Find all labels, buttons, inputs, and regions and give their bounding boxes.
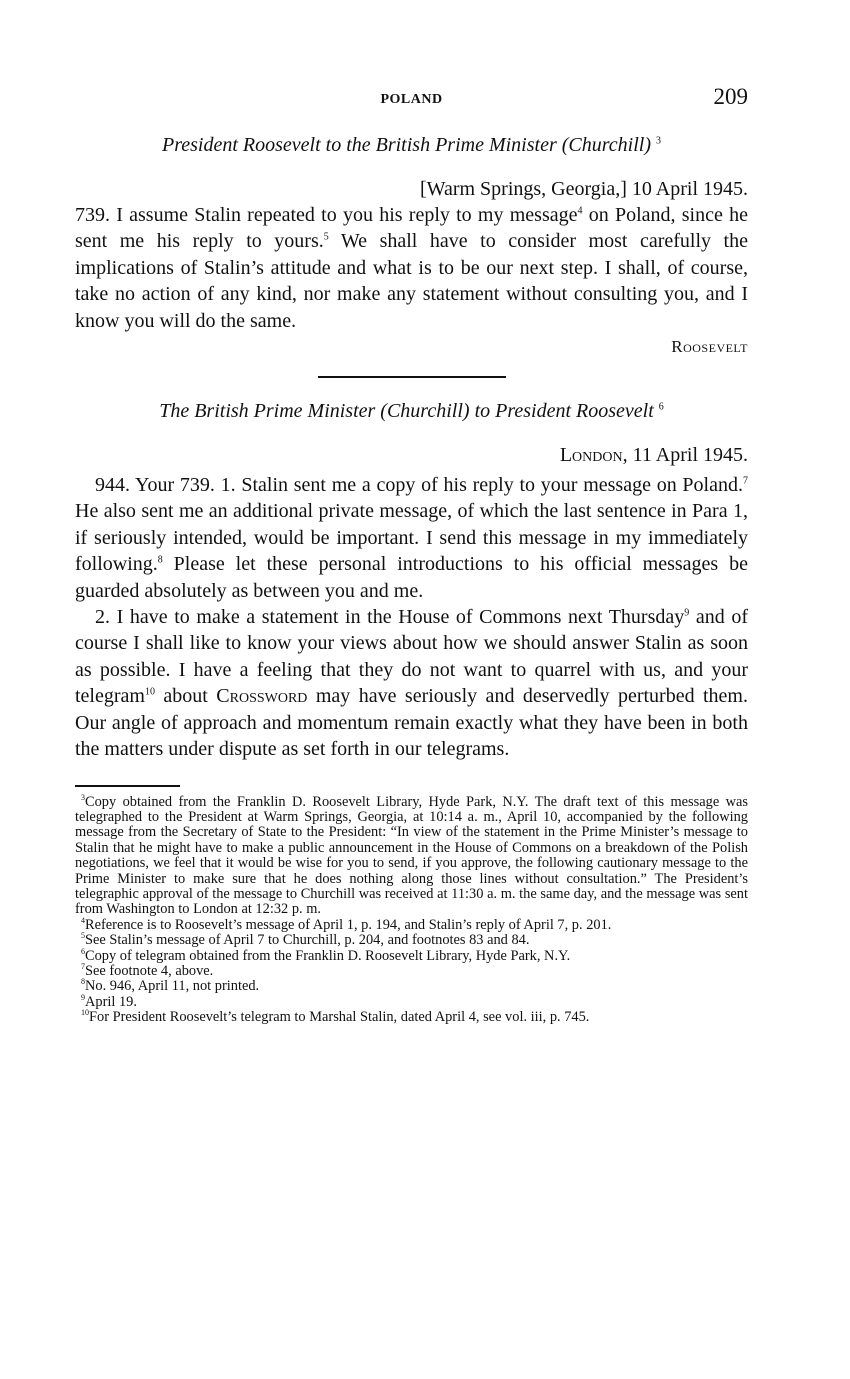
- doc2-p2-text-b: and of course I shall like to know your views about how we should answer Stalin as soon as possible. I have a feeling that they do not want to quarrel with us, and your telegram: [75, 606, 748, 708]
- running-head: POLAND: [380, 92, 443, 107]
- footnote-text: No. 946, April 11, not printed.: [85, 978, 260, 995]
- footnote-ref: 7: [743, 475, 748, 487]
- footnote: [75, 979, 748, 994]
- footnote: [75, 792, 748, 918]
- footnote-number: 6: [81, 946, 85, 956]
- footnote-number: 8: [81, 977, 85, 987]
- doc2-heading-name: Churchill: [386, 400, 463, 423]
- doc2-heading-note: 6: [658, 401, 664, 413]
- codename: Crossword: [216, 685, 308, 708]
- footnote: [75, 933, 748, 948]
- footnote: [75, 992, 748, 1010]
- doc1-heading-close: ): [644, 134, 651, 156]
- doc2-p2-text-a: 2. I have to make a statement in the House of Commons next Thursday: [95, 606, 685, 629]
- doc2-dateline: [75, 442, 748, 468]
- section-divider: [318, 376, 506, 378]
- doc2-p2-text-d: may have seriously and deservedly perturbed them. Our angle of approach and momentum remain exactly what they have been in both the matters under dispute as set forth in our telegrams.: [75, 685, 748, 761]
- doc1-paragraph: [75, 202, 748, 334]
- doc2-paragraph-1: [75, 472, 748, 604]
- footnote: [75, 915, 748, 933]
- footnote-text: For President Roosevelt’s telegram to Marshal Stalin, dated April 4, see vol. iii, p. 745.: [89, 1009, 590, 1026]
- doc2-paragraph-2: [75, 604, 748, 762]
- doc1-heading-text: President Roosevelt to the British Prime Minister (: [161, 134, 569, 156]
- doc1-signature: Roosevelt: [671, 337, 748, 357]
- doc1-text-c: We shall have to consider most carefully the implications of Stalin’s attitude and what is to be our next step. I shall, of course, take no action of any kind, nor make any statement without consulting you, and I know you will do the same.: [75, 230, 748, 332]
- footnote-ref: 9: [684, 607, 690, 619]
- footnote-text: April 19.: [85, 993, 137, 1010]
- footnote-number: 4: [81, 915, 85, 925]
- footnote-number: 9: [81, 992, 85, 1002]
- footnote-number: 10: [81, 1008, 89, 1018]
- doc2-p1-text-b: He also sent me an additional private message, of which the last sentence in Para 1, if seriously intended, would be important. I send this message in my immediately following.: [75, 500, 748, 576]
- footnote: [75, 946, 748, 964]
- footnote-number: 3: [81, 792, 85, 802]
- footnote-ref: 4: [577, 205, 583, 217]
- doc1-text-b: on Poland, since he sent me his reply to yours.: [75, 204, 748, 253]
- doc2-p2-text-c: about: [154, 685, 217, 708]
- footnote-ref: 5: [323, 231, 329, 243]
- doc2-heading-text: The British Prime Minister (: [159, 400, 387, 423]
- footnote-number: 5: [81, 931, 85, 941]
- doc1-heading-note: 3: [656, 135, 661, 147]
- dateline-place: London: [559, 444, 623, 467]
- footnote-text: Reference is to Roosevelt’s message of April 1, p. 194, and Stalin’s reply of April 7, p. 201.: [85, 916, 612, 933]
- footnote-number: 7: [81, 962, 85, 972]
- footnote: [75, 1010, 748, 1025]
- page-header: [75, 84, 748, 112]
- footnote-text: Copy of telegram obtained from the Franklin D. Roosevelt Library, Hyde Park, N.Y.: [85, 947, 571, 964]
- document-page: [75, 84, 748, 1026]
- footnote-text: See Stalin’s message of April 7 to Churchill, p. 204, and footnotes 83 and 84.: [85, 932, 530, 949]
- footnote-ref: 8: [157, 554, 163, 566]
- doc1-dateline: [Warm Springs, Georgia,] 10 April 1945.: [420, 178, 748, 200]
- doc2-heading-close: ) to President Roosevelt: [462, 400, 654, 423]
- doc2-heading: [75, 398, 748, 424]
- footnotes: [75, 785, 748, 1026]
- footnote-text: See footnote 4, above.: [85, 962, 214, 979]
- doc2-p1-text-c: Please let these personal introductions to his official messages be guarded absolutely as between you and me.: [75, 553, 748, 602]
- footnote-ref: 10: [144, 686, 155, 698]
- dateline-date: , 11 April 1945.: [622, 444, 748, 467]
- doc1-heading: [75, 132, 748, 158]
- footnote-rule: [75, 785, 180, 787]
- footnote-text: Copy obtained from the Franklin D. Roosevelt Library, Hyde Park, N.Y. The draft text of this message was telegraphed to the President at Warm Springs, Georgia, at 10:14 a. m., April 10, accompanied by the following message from the Secretary of State to the President: “In view of the statement in the Prime Minister’s message to Stalin that he might have to make a public announcement in the House of Commons on a breakdown of the Polish negotiations, we feel that it would be wise for you to send, if you approve, the following cautionary message to the Prime Minister to make sure that he does nothing along those lines without consultation.” The President’s telegraphic approval of the message to Churchill was received at 11:30 a. m. the same day, and the message was sent from Washington to London at 12:32 p. m.: [75, 793, 748, 918]
- doc1-text-a: 739. I assume Stalin repeated to you his reply to my message: [75, 204, 578, 226]
- doc2-p1-text-a: 944. Your 739. 1. Stalin sent me a copy of his reply to your message on Poland.: [95, 474, 743, 497]
- doc1-heading-name: Churchill: [568, 134, 645, 156]
- page-number: 209: [713, 84, 748, 109]
